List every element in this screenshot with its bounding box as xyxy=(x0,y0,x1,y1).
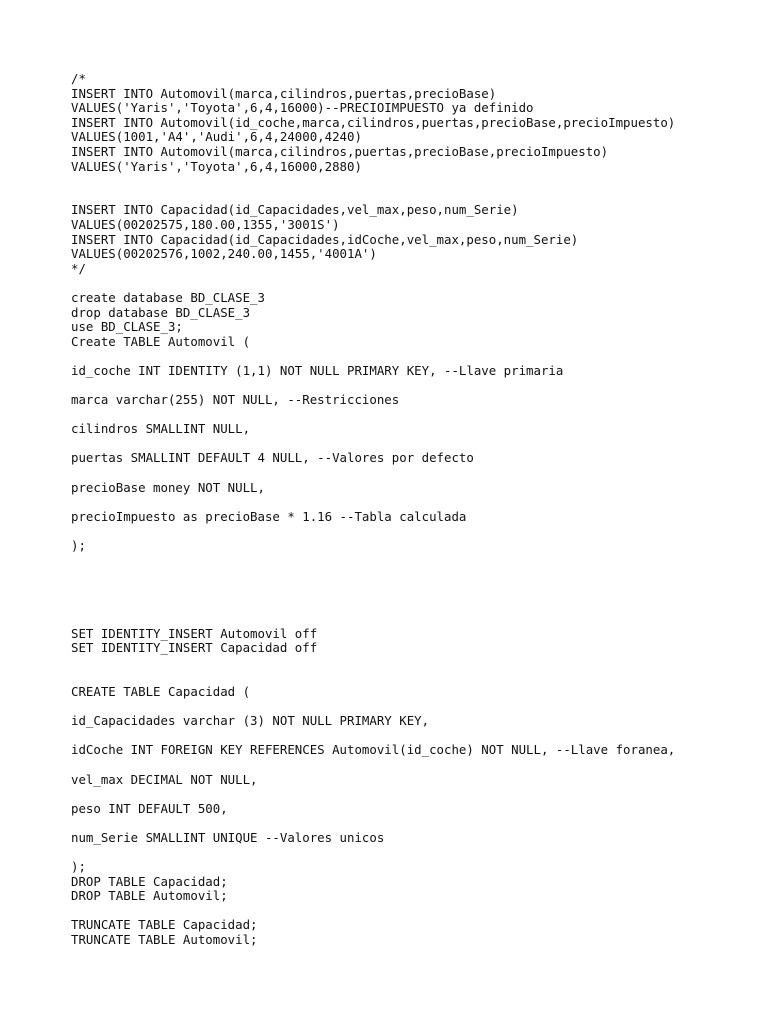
code-line: cilindros SMALLINT NULL, xyxy=(71,422,251,437)
code-line: DROP TABLE Capacidad; xyxy=(71,874,228,889)
code-line: puertas SMALLINT DEFAULT 4 NULL, --Valores por defecto xyxy=(71,451,474,466)
code-line: INSERT INTO Capacidad(id_Capacidades,idCoche,vel_max,peso,num_Serie) xyxy=(71,232,579,247)
blank-gap xyxy=(71,408,751,423)
comment-close-line: */ xyxy=(71,261,86,276)
blank-gap xyxy=(71,845,751,860)
code-line: INSERT INTO Capacidad(id_Capacidades,vel_max,peso,num_Serie) xyxy=(71,203,519,218)
code-line: SET IDENTITY_INSERT Capacidad off xyxy=(71,641,318,656)
code-line: ); xyxy=(71,539,86,553)
blank-gap xyxy=(71,787,751,802)
code-line: VALUES(00202576,1002,240.00,1455,'4001A') xyxy=(71,247,377,262)
code-line: CREATE TABLE Capacidad ( xyxy=(71,684,251,699)
blank-gap xyxy=(71,612,751,627)
blank-gap xyxy=(71,700,751,715)
code-line: ); xyxy=(71,860,86,875)
code-line: vel_max DECIMAL NOT NULL, xyxy=(71,772,258,787)
blank-gap xyxy=(71,276,751,291)
code-line: VALUES('Yaris','Toyota',6,4,16000,2880) xyxy=(71,159,362,174)
code-line: VALUES(00202575,180.00,1355,'3001S') xyxy=(71,217,340,232)
code-line: id_coche INT IDENTITY (1,1) NOT NULL PRIMARY KEY, --Llave primaria xyxy=(71,363,564,378)
code-line: TRUNCATE TABLE Capacidad; xyxy=(71,918,258,933)
code-line: VALUES(1001,'A4','Audi',6,4,24000,4240) xyxy=(71,130,362,145)
code-line: DROP TABLE Automovil; xyxy=(71,889,228,904)
code-line: idCoche INT FOREIGN KEY REFERENCES Automovil(id_coche) NOT NULL, --Llave foranea, xyxy=(71,743,676,758)
blank-gap xyxy=(71,495,751,510)
code-line: INSERT INTO Automovil(marca,cilindros,puertas,precioBase) xyxy=(71,86,497,101)
blank-gap xyxy=(71,729,751,744)
code-line: drop database BD_CLASE_3 xyxy=(71,305,251,320)
blank-gap xyxy=(71,174,751,203)
blank-gap xyxy=(71,437,751,452)
comment-open-line: /* xyxy=(71,72,86,86)
blank-gap xyxy=(71,656,751,685)
code-line: VALUES('Yaris','Toyota',6,4,16000)--PRECIOIMPUESTO ya definido xyxy=(71,101,534,116)
blank-gap xyxy=(71,904,751,919)
blank-gap xyxy=(71,378,751,393)
code-line: use BD_CLASE_3; xyxy=(71,320,183,335)
code-line: peso INT DEFAULT 500, xyxy=(71,801,228,816)
blank-gap xyxy=(71,349,751,364)
code-line: INSERT INTO Automovil(id_coche,marca,cilindros,puertas,precioBase,precioImpuesto) xyxy=(71,115,676,130)
code-line: precioImpuesto as precioBase * 1.16 --Tabla calculada xyxy=(71,509,467,524)
code-line: create database BD_CLASE_3 xyxy=(71,290,265,305)
code-line: num_Serie SMALLINT UNIQUE --Valores unicos xyxy=(71,830,385,845)
code-line: SET IDENTITY_INSERT Automovil off xyxy=(71,626,318,641)
code-line: marca varchar(255) NOT NULL, --Restricciones xyxy=(71,393,400,408)
blank-gap xyxy=(71,524,751,539)
code-line: INSERT INTO Automovil(marca,cilindros,puertas,precioBase,precioImpuesto) xyxy=(71,144,609,159)
sql-code-block xyxy=(71,72,751,948)
code-line: id_Capacidades varchar (3) NOT NULL PRIMARY KEY, xyxy=(71,714,430,729)
code-line: precioBase money NOT NULL, xyxy=(71,480,265,495)
code-line: TRUNCATE TABLE Automovil; xyxy=(71,933,258,948)
blank-gap xyxy=(71,816,751,831)
code-line: Create TABLE Automovil ( xyxy=(71,334,251,349)
blank-gap xyxy=(71,466,751,481)
blank-gap xyxy=(71,554,751,612)
blank-gap xyxy=(71,758,751,773)
